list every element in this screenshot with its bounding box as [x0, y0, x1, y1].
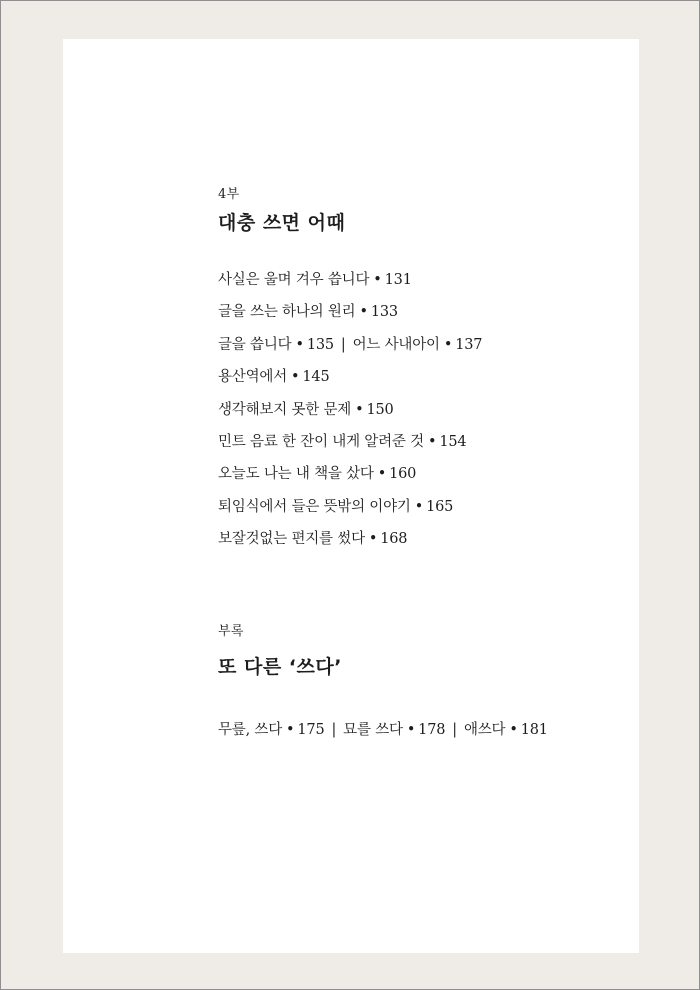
page-number: 165 — [426, 498, 454, 515]
entry-title: 생각해보지 못한 문제 — [218, 401, 352, 418]
toc-line — [218, 361, 482, 393]
bullet-dot: • — [295, 336, 304, 353]
part-title: 또 다른 ‘쓰다’ — [218, 656, 342, 678]
toc-list — [218, 714, 548, 746]
entry-title: 민트 음료 한 잔이 내게 알려준 것 — [218, 434, 424, 451]
entry-title: 글을 씁니다 — [218, 336, 292, 353]
entry-title: 사실은 울며 겨우 씁니다 — [218, 272, 370, 288]
page-sheet — [63, 39, 639, 953]
toc-entry[interactable] — [218, 272, 412, 288]
entry-separator: | — [452, 722, 457, 738]
toc-entry[interactable] — [343, 722, 445, 738]
page-number: 175 — [297, 722, 325, 738]
page-number: 135 — [306, 336, 334, 353]
bullet-dot: • — [427, 434, 437, 451]
entry-title: 묘를 쓰다 — [343, 722, 403, 738]
toc-line — [218, 329, 482, 361]
bullet-dot: • — [377, 466, 387, 483]
entry-title: 어느 사내아이 — [352, 336, 440, 353]
bullet-dot: • — [286, 722, 295, 738]
page-number: 150 — [366, 401, 394, 418]
toc-entry[interactable] — [218, 337, 334, 353]
page-number: 168 — [380, 531, 408, 548]
toc-section-appendix — [218, 624, 548, 746]
part-label: 4부 — [218, 187, 240, 202]
page-number: 133 — [370, 304, 398, 321]
toc-entry[interactable] — [353, 337, 483, 353]
bullet-dot: • — [373, 272, 382, 288]
part-label: 부록 — [218, 624, 244, 639]
toc-entry[interactable] — [218, 369, 329, 385]
toc-line — [218, 296, 482, 328]
bullet-dot: • — [406, 722, 416, 738]
toc-list — [218, 264, 482, 556]
entry-title: 퇴임식에서 들은 뜻밖의 이야기 — [218, 498, 411, 515]
bullet-dot: • — [355, 401, 364, 418]
entry-title: 용산역에서 — [218, 369, 288, 386]
toc-line — [218, 523, 482, 555]
toc-entry[interactable] — [218, 304, 398, 320]
bullet-dot: • — [414, 498, 424, 515]
toc-line — [218, 714, 548, 746]
toc-entry[interactable] — [218, 499, 453, 515]
entry-separator: | — [340, 336, 346, 353]
bullet-dot: • — [368, 531, 378, 548]
toc-entry[interactable] — [218, 531, 407, 547]
entry-title: 글을 쓰는 하나의 원리 — [218, 304, 356, 321]
entry-title: 오늘도 나는 내 책을 샀다 — [218, 466, 374, 483]
toc-line — [218, 458, 482, 490]
toc-entry[interactable] — [218, 402, 394, 418]
page-number: 181 — [520, 722, 548, 738]
bullet-dot: • — [443, 336, 453, 353]
toc-entry[interactable] — [218, 722, 324, 738]
toc-line — [218, 394, 482, 426]
page-number: 131 — [384, 272, 412, 288]
entry-title: 애쓰다 — [463, 722, 506, 738]
bullet-dot: • — [509, 722, 518, 738]
page-number: 160 — [389, 466, 417, 483]
toc-section-part4 — [218, 187, 482, 556]
bullet-dot: • — [291, 369, 300, 386]
bullet-dot: • — [359, 304, 368, 321]
part-title: 대충 쓰면 어때 — [218, 212, 346, 234]
page-number: 154 — [439, 434, 467, 451]
toc-line — [218, 426, 482, 458]
entry-separator: | — [331, 722, 337, 738]
toc-entry[interactable] — [464, 722, 548, 738]
entry-title: 무릎, 쓰다 — [218, 722, 283, 738]
toc-entry[interactable] — [218, 466, 416, 482]
page-number: 178 — [418, 722, 446, 738]
toc-line — [218, 491, 482, 523]
page-number: 145 — [302, 369, 330, 386]
toc-line — [218, 264, 482, 296]
entry-title: 보잘것없는 편지를 썼다 — [218, 531, 365, 548]
page-number: 137 — [455, 336, 483, 353]
toc-entry[interactable] — [218, 434, 466, 450]
